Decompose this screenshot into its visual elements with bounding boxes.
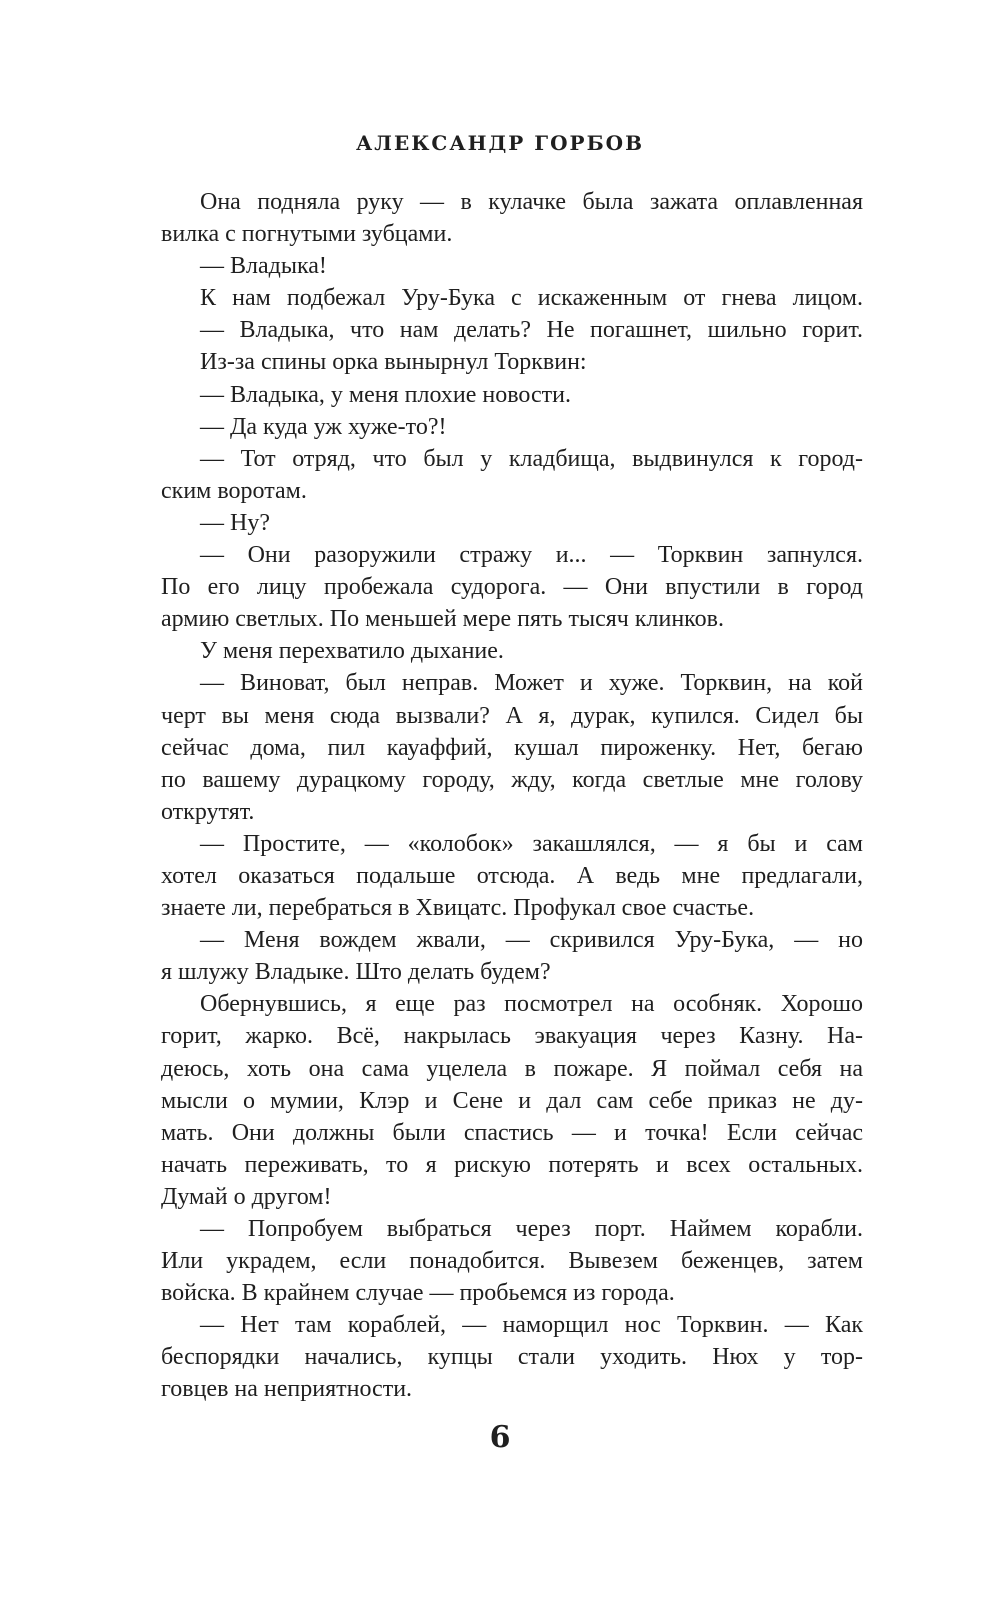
text-line: сейчас дома, пил кауаффий, кушал пироженку. Нет, бегаю — [161, 734, 863, 761]
text-line: — Они разоружили стражу и... — Торквин запнулся. — [200, 542, 863, 569]
text-line: я шлужу Владыке. Што делать будем? — [161, 959, 551, 986]
text-line: — Владыка! — [200, 253, 327, 280]
body-text — [161, 186, 863, 1406]
text-line: деюсь, хоть она сама уцелела в пожаре. Я поймал себя на — [161, 1055, 863, 1082]
text-line: — Да куда уж хуже-то?! — [200, 413, 447, 440]
text-line: знаете ли, перебраться в Хвицатс. Профукал свое счастье. — [161, 895, 755, 922]
text-line: — Владыка, что нам делать? Не погашнет, шильно горит. — [200, 317, 863, 344]
text-line: — Меня вождем жвали, — скривился Уру-Бука, — но — [200, 927, 863, 954]
text-line: ским воротам. — [161, 477, 307, 504]
text-line: — Простите, — «колобок» закашлялся, — я бы и сам — [200, 830, 863, 857]
text-line: К нам подбежал Уру-Бука с искаженным от гнева лицом. — [200, 285, 863, 312]
text-line: Она подняла руку — в кулачке была зажата оплавленная — [200, 189, 863, 215]
text-line: — Владыка, у меня плохие новости. — [200, 381, 571, 408]
text-line: вилка с погнутыми зубцами. — [161, 221, 453, 248]
text-line: черт вы меня сюда вызвали? А я, дурак, купился. Сидел бы — [161, 702, 863, 729]
text-line: — Нет там кораблей, — наморщил нос Торквин. — Как — [200, 1312, 863, 1339]
text-line: войска. В крайнем случае — пробьемся из города. — [161, 1280, 675, 1307]
text-line: По его лицу пробежала судорога. — Они впустили в город — [161, 574, 863, 601]
text-line: хотел оказаться подальше отсюда. А ведь мне предлагали, — [161, 862, 863, 889]
text-line: мысли о мумии, Клэр и Сене и дал сам себе приказ не ду- — [161, 1087, 863, 1114]
text-line: по вашему дурацкому городу, жду, когда светлые мне голову — [161, 766, 863, 793]
running-head-author: АЛЕКСАНДР ГОРБОВ — [356, 131, 644, 155]
text-line: — Попробуем выбраться через порт. Наймем корабли. — [200, 1216, 863, 1242]
page-number: 6 — [489, 1420, 511, 1455]
text-line: мать. Они должны были спастись — и точка! Если сейчас — [161, 1119, 863, 1146]
text-line: — Тот отряд, что был у кладбища, выдвинулся к город- — [200, 445, 863, 472]
text-line: горит, жарко. Всё, накрылась эвакуация через Казну. На- — [161, 1023, 863, 1050]
text-line: беспорядки начались, купцы стали уходить. Нюх у тор- — [161, 1344, 863, 1371]
text-line: армию светлых. По меньшей мере пять тысяч клинков. — [161, 606, 724, 633]
text-line: Думай о другом! — [161, 1183, 332, 1210]
text-line: — Ну? — [200, 509, 270, 536]
text-line: Обернувшись, я еще раз посмотрел на особняк. Хорошо — [200, 991, 863, 1018]
text-line: Из-за спины орка вынырнул Торквин: — [200, 349, 587, 376]
text-line: — Виноват, был неправ. Может и хуже. Торквин, на кой — [200, 670, 863, 697]
text-line: начать переживать, то я рискую потерять и всех остальных. — [161, 1151, 863, 1178]
text-line: У меня перехватило дыхание. — [200, 638, 504, 665]
text-line: Или украдем, если понадобится. Вывезем беженцев, затем — [161, 1248, 863, 1275]
text-line: открутят. — [161, 798, 255, 825]
text-line: говцев на неприятности. — [161, 1376, 413, 1403]
